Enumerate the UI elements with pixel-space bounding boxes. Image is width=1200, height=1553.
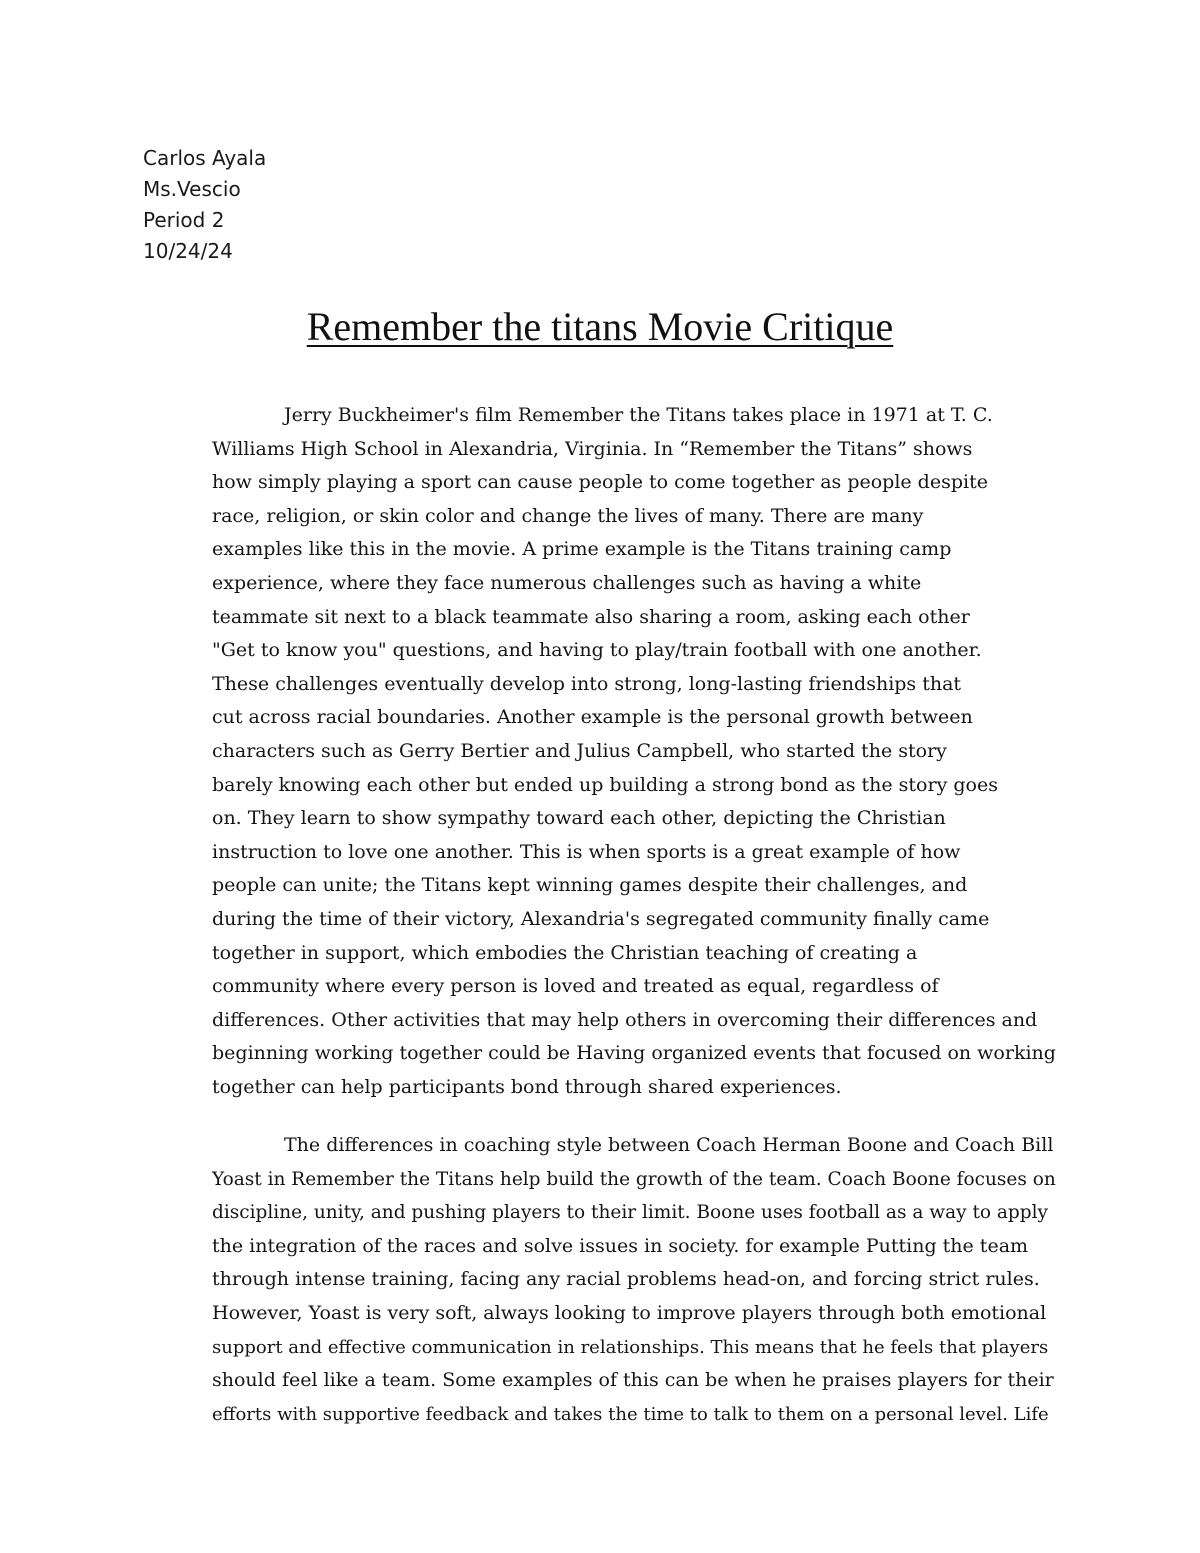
paragraph-line: race, religion, or skin color and change the lives of many. There are many <box>212 504 924 527</box>
paragraph-line: together in support, which embodies the Christian teaching of creating a <box>212 941 918 964</box>
student-name: Carlos Ayala <box>143 146 267 170</box>
paragraph-line: through intense training, facing any racial problems head-on, and forcing strict rules. <box>212 1268 1040 1291</box>
paragraph-line: the integration of the races and solve issues in society. for example Putting the team <box>212 1234 1029 1257</box>
document-title: Remember the titans Movie Critique <box>306 304 894 349</box>
paragraph-line: instruction to love one another. This is when sports is a great example of how <box>212 840 961 863</box>
paragraph-line: community where every person is loved and treated as equal, regardless of <box>212 975 939 998</box>
paragraph-line: during the time of their victory, Alexandria's segregated community finally came <box>212 907 990 930</box>
paragraph-line: These challenges eventually develop into strong, long-lasting friendships that <box>212 672 962 695</box>
paragraph-line: efforts with supportive feedback and takes the time to talk to them on a personal level. Life <box>212 1403 1049 1425</box>
paragraph-line: experience, where they face numerous challenges such as having a white <box>212 571 922 594</box>
paragraph-line: beginning working together could be Having organized events that focused on working <box>212 1042 1056 1065</box>
paragraph-line: examples like this in the movie. A prime example is the Titans training camp <box>212 538 952 561</box>
paragraph-2 <box>212 1129 1062 1431</box>
paragraph-line: "Get to know you" questions, and having to play/train football with one another. <box>212 639 982 662</box>
class-period: Period 2 <box>143 208 225 232</box>
paragraph-line: Jerry Buckheimer's film Remember the Titans takes place in 1971 at T. C. <box>284 404 993 426</box>
paragraph-line: should feel like a team. Some examples of this can be when he praises players for their <box>212 1369 1054 1392</box>
paragraph-line: how simply playing a sport can cause people to come together as people despite <box>212 471 988 494</box>
paragraph-line: on. They learn to show sympathy toward each other, depicting the Christian <box>212 807 946 830</box>
paragraph-line: together can help participants bond through shared experiences. <box>212 1075 842 1098</box>
paragraph-line: teammate sit next to a black teammate also sharing a room, asking each other <box>212 605 970 628</box>
paragraph-1 <box>212 399 1062 1104</box>
paragraph-line: barely knowing each other but ended up building a strong bond as the story goes <box>212 773 998 796</box>
paragraph-line: cut across racial boundaries. Another example is the personal growth between <box>212 706 973 729</box>
paragraph-line: characters such as Gerry Bertier and Julius Campbell, who started the story <box>212 739 947 762</box>
paragraph-line: The differences in coaching style between Coach Herman Boone and Coach Bill <box>284 1134 1054 1156</box>
paragraph-line: differences. Other activities that may help others in overcoming their differences and <box>212 1008 1038 1031</box>
date: 10/24/24 <box>143 239 233 263</box>
paragraph-line: However, Yoast is very soft, always looking to improve players through both emotional <box>212 1301 1047 1324</box>
teacher-name: Ms.Vescio <box>143 177 241 201</box>
paragraph-line: support and effective communication in relationships. This means that he feels that players <box>212 1336 1049 1358</box>
paragraph-line: discipline, unity, and pushing players to their limit. Boone uses football as a way to apply <box>212 1202 1048 1224</box>
student-header <box>143 143 266 267</box>
paragraph-line: people can unite; the Titans kept winning games despite their challenges, and <box>212 874 968 897</box>
paragraph-line: Williams High School in Alexandria, Virginia. In “Remember the Titans” shows <box>212 437 973 460</box>
paragraph-line: Yoast in Remember the Titans help build the growth of the team. Coach Boone focuses on <box>212 1168 1056 1190</box>
